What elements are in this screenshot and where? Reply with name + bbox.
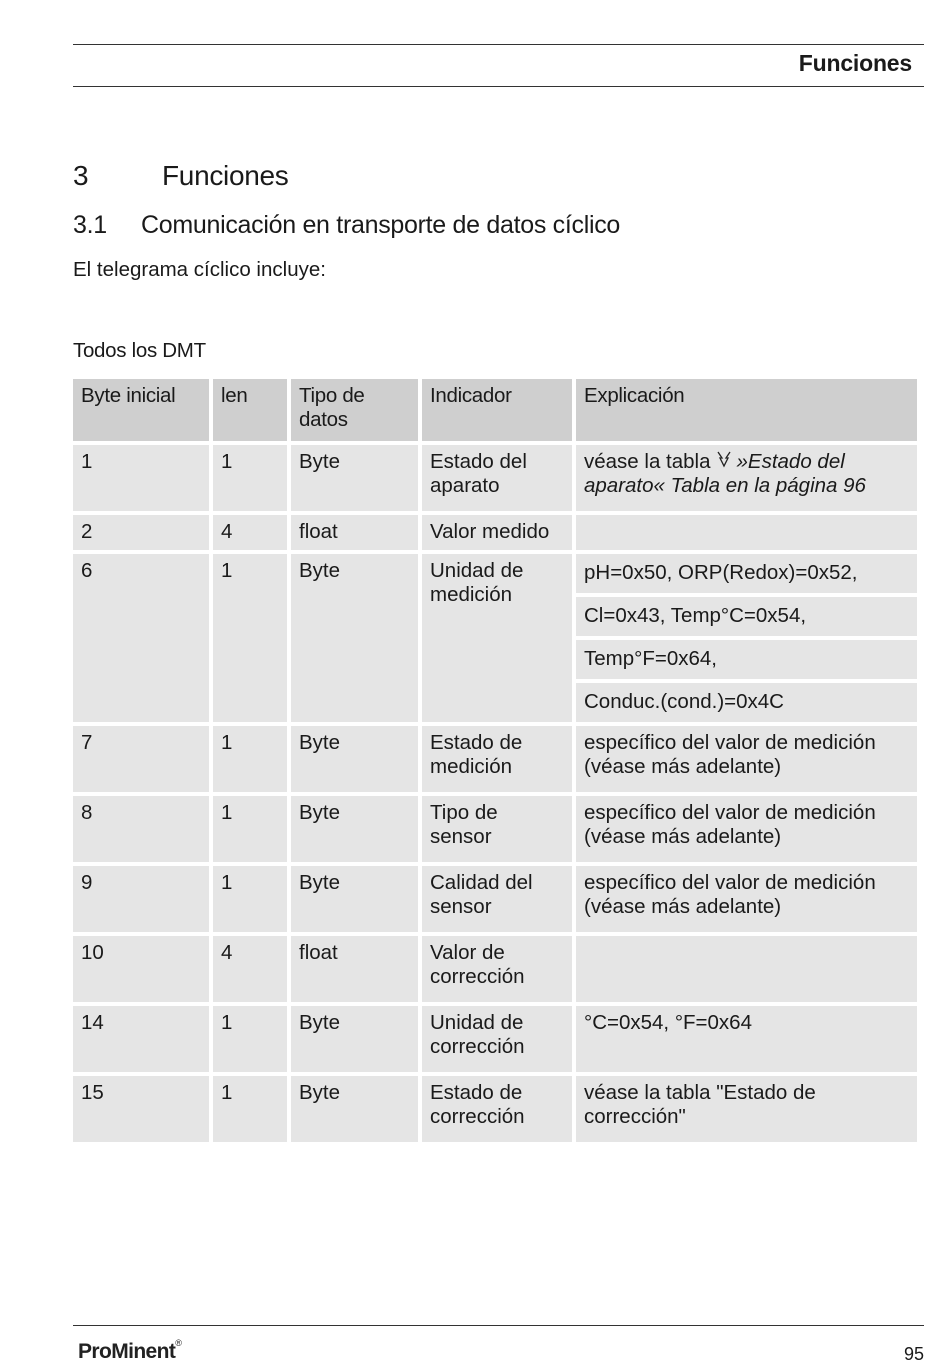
table-row [73,515,917,550]
cell-len: 1 [213,1006,287,1072]
cell-indicator: Calidad del sensor [422,866,572,932]
cell-byte: 2 [73,515,209,550]
explanation-prefix: véase la tabla [584,450,711,473]
cell-byte: 7 [73,726,209,792]
cell-explanation-line: pH=0x50, ORP(Redox)=0x52, [576,554,917,593]
cell-byte: 15 [73,1076,209,1142]
cell-type: float [291,515,418,550]
chapter-heading [73,160,289,192]
cell-explanation-line: Conduc.(cond.)=0x4C [576,683,917,722]
cell-byte: 6 [73,554,209,722]
cell-byte: 9 [73,866,209,932]
table-row [73,1076,917,1142]
cell-indicator: Unidad de corrección [422,1006,572,1072]
cell-type: float [291,936,418,1002]
header-len: len [213,379,287,441]
cell-explanation [576,515,917,550]
cell-type: Byte [291,445,418,511]
running-header-title: Funciones [798,50,912,76]
cell-byte: 1 [73,445,209,511]
intro-paragraph: El telegrama cíclico incluye: [73,258,326,281]
cell-indicator: Estado de medición [422,726,572,792]
chapter-number: 3 [73,160,89,191]
chapter-title: Funciones [162,160,289,191]
table-row [73,445,917,511]
cell-len: 1 [213,554,287,722]
cell-explanation [576,936,917,1002]
cell-explanation: específico del valor de medición (véase más adelante) [576,866,917,932]
cyclic-telegram-table [69,375,921,1146]
section-heading [73,211,620,240]
cell-explanation: °C=0x54, °F=0x64 [576,1006,917,1072]
cell-type: Byte [291,866,418,932]
cell-len: 1 [213,1076,287,1142]
brand-name: ProMinent [78,1340,176,1363]
section-title: Comunicación en transporte de datos cíclico [141,211,621,239]
cell-len: 1 [213,796,287,862]
cell-explanation-line: Cl=0x43, Temp°C=0x54, [576,597,917,636]
cell-explanation: específico del valor de medición (véase más adelante) [576,726,917,792]
cell-explanation: véase la tabla "Estado de corrección" [576,1076,917,1142]
page-number: 95 [903,1344,924,1364]
section-number: 3.1 [73,211,107,239]
cell-explanation [576,445,917,511]
cell-byte: 8 [73,796,209,862]
cell-explanation-line: Temp°F=0x64, [576,640,917,679]
cell-byte: 14 [73,1006,209,1072]
cell-len: 1 [213,445,287,511]
header-rule-bottom [73,86,924,87]
table-row [73,796,917,862]
header-rule-top [73,44,924,45]
xref-link-estado-del-aparato[interactable]: »Estado del aparato« Tabla en la página 96 [584,450,866,497]
cell-type: Byte [291,1076,418,1142]
header-indicador: Indicador [422,379,572,441]
cell-len: 1 [213,726,287,792]
header-tipo-de-datos: Tipo de datos [291,379,418,441]
registered-mark: ® [175,1338,182,1348]
cell-len: 4 [213,515,287,550]
table-row [73,866,917,932]
table-row [73,726,917,792]
cell-indicator: Valor de corrección [422,936,572,1002]
cell-type: Byte [291,1006,418,1072]
cell-byte: 10 [73,936,209,1002]
link-arrow-icon [715,450,733,474]
table-header-row [73,379,917,441]
cell-indicator: Estado de corrección [422,1076,572,1142]
cell-type: Byte [291,726,418,792]
cell-explanation: específico del valor de medición (véase más adelante) [576,796,917,862]
cell-indicator: Valor medido [422,515,572,550]
cell-type: Byte [291,796,418,862]
header-explicacion: Explicación [576,379,917,441]
footer-rule [73,1325,924,1326]
cell-indicator: Tipo de sensor [422,796,572,862]
prominent-logo [78,1340,181,1364]
cell-type: Byte [291,554,418,722]
cell-len: 4 [213,936,287,1002]
table-row [73,554,917,593]
table-row [73,1006,917,1072]
table-row [73,936,917,1002]
cell-indicator: Unidad de medición [422,554,572,722]
cell-len: 1 [213,866,287,932]
header-byte-inicial: Byte inicial [73,379,209,441]
table-caption: Todos los DMT [73,339,206,362]
cell-indicator: Estado del aparato [422,445,572,511]
